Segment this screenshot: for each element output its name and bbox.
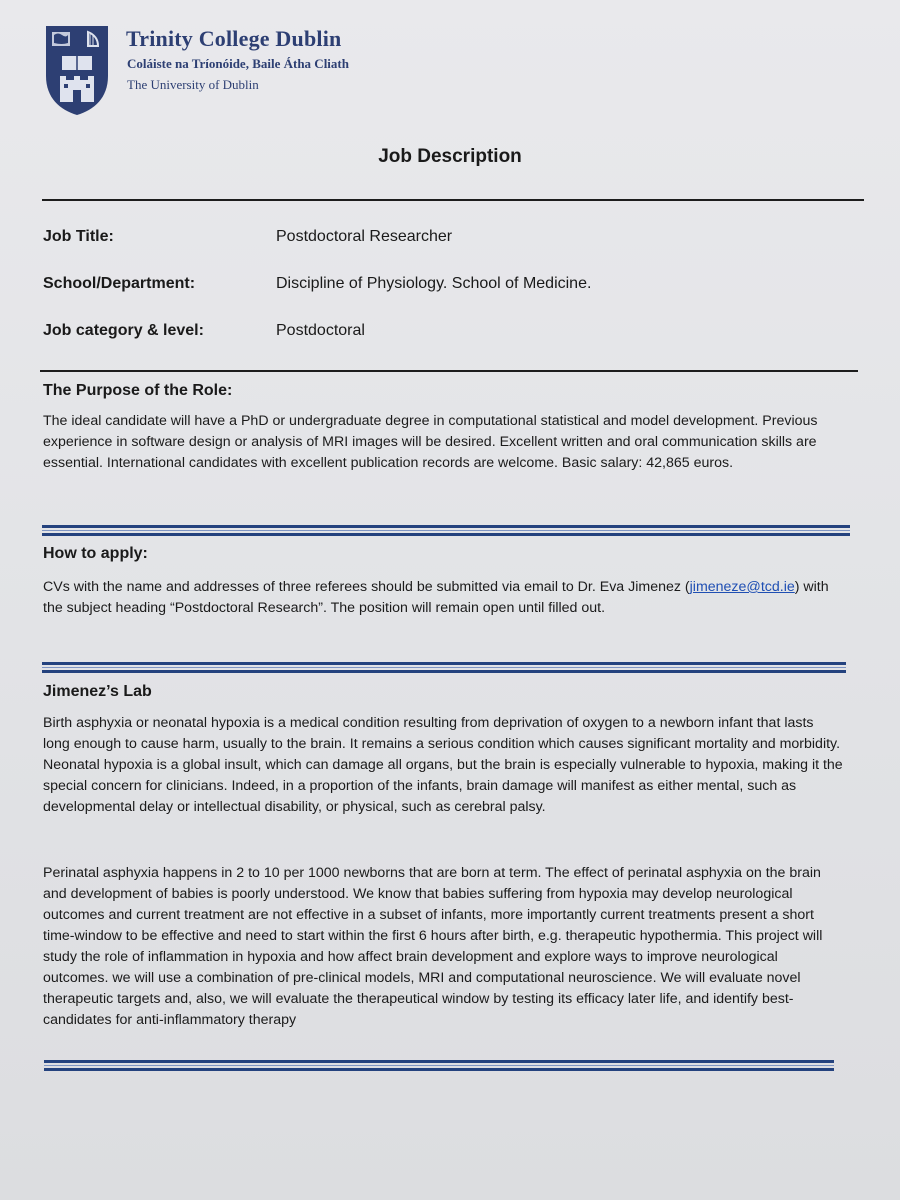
college-name-irish: Coláiste na Tríonóide, Baile Átha Cliath <box>127 56 349 71</box>
apply-heading: How to apply: <box>43 545 148 562</box>
document-title: Job Description <box>378 146 522 167</box>
lab-paragraph-2: Perinatal asphyxia happens in 2 to 10 per 1000 newborns that are born at term. The effect of perinatal asphyxia on the brain and development of babies is poorly understood. We know that babies suffering from hypoxia may develop neurological outcomes and current treatment are not effective in a subset of infants, more importantly current treatments present a short time-window to be effective and need to start within the first 6 hours after birth, e.g. therapeutic hypothermia. This project will study the role of inflammation in hypoxia and how affect brain development and explore ways to improve neurological outcomes. we will use a combination of pre-clinical models, MRI and computational neuroscience. We will evaluate novel therapeutic targets and, also, we will evaluate the therapeutical window by testing its efficacy later life, and identify best-candidates for anti-inflammatory therapy <box>43 865 823 1028</box>
email-link[interactable]: jimeneze@tcd.ie <box>689 579 795 595</box>
divider-rule <box>40 370 858 372</box>
purpose-heading: The Purpose of the Role: <box>43 382 233 399</box>
field-label-job-category: Job category & level: <box>43 322 204 339</box>
double-divider <box>42 525 850 536</box>
field-label-job-title: Job Title: <box>43 228 114 245</box>
field-label-department: School/Department: <box>43 275 196 292</box>
apply-text <box>43 577 843 619</box>
apply-text-before: CVs with the name and addresses of three referees should be submitted via email to Dr. Eva Jimenez ( <box>43 579 690 595</box>
college-name: Trinity College Dublin <box>126 26 342 51</box>
field-value-job-title: Postdoctoral Researcher <box>276 228 453 245</box>
apply-text-after: ) with the subject heading “Postdoctoral Research”. The position will remain open until filled out. <box>43 579 829 616</box>
tcd-crest-logo <box>44 24 110 116</box>
divider-rule <box>42 199 864 201</box>
university-name: The University of Dublin <box>127 77 259 92</box>
field-value-department: Discipline of Physiology. School of Medicine. <box>276 275 592 292</box>
lab-paragraph-1: Birth asphyxia or neonatal hypoxia is a medical condition resulting from deprivation of oxygen to a newborn infant that lasts long enough to cause harm, usually to the brain. It remains a serious condition which causes significant mortality and morbidity. Neonatal hypoxia is a global insult, which can damage all organs, but the brain is especially vulnerable to hypoxia, making it the special concern for clinicians. Indeed, in a proportion of the infants, brain damage will manifest as either mental, such as developmental delay or intellectual disability, or physical, such as cerebral palsy. <box>43 715 843 815</box>
double-divider <box>42 662 846 673</box>
field-value-job-category: Postdoctoral <box>276 322 365 339</box>
purpose-text: The ideal candidate will have a PhD or undergraduate degree in computational statistical and model development. Previous experience in software design or analysis of MRI images will be desired. Excellent written and oral communication skills are essential. International candidates with excellent publication records are welcome. Basic salary: 42,865 euros. <box>43 413 818 471</box>
lab-heading: Jimenez’s Lab <box>43 683 152 700</box>
double-divider <box>44 1060 834 1071</box>
